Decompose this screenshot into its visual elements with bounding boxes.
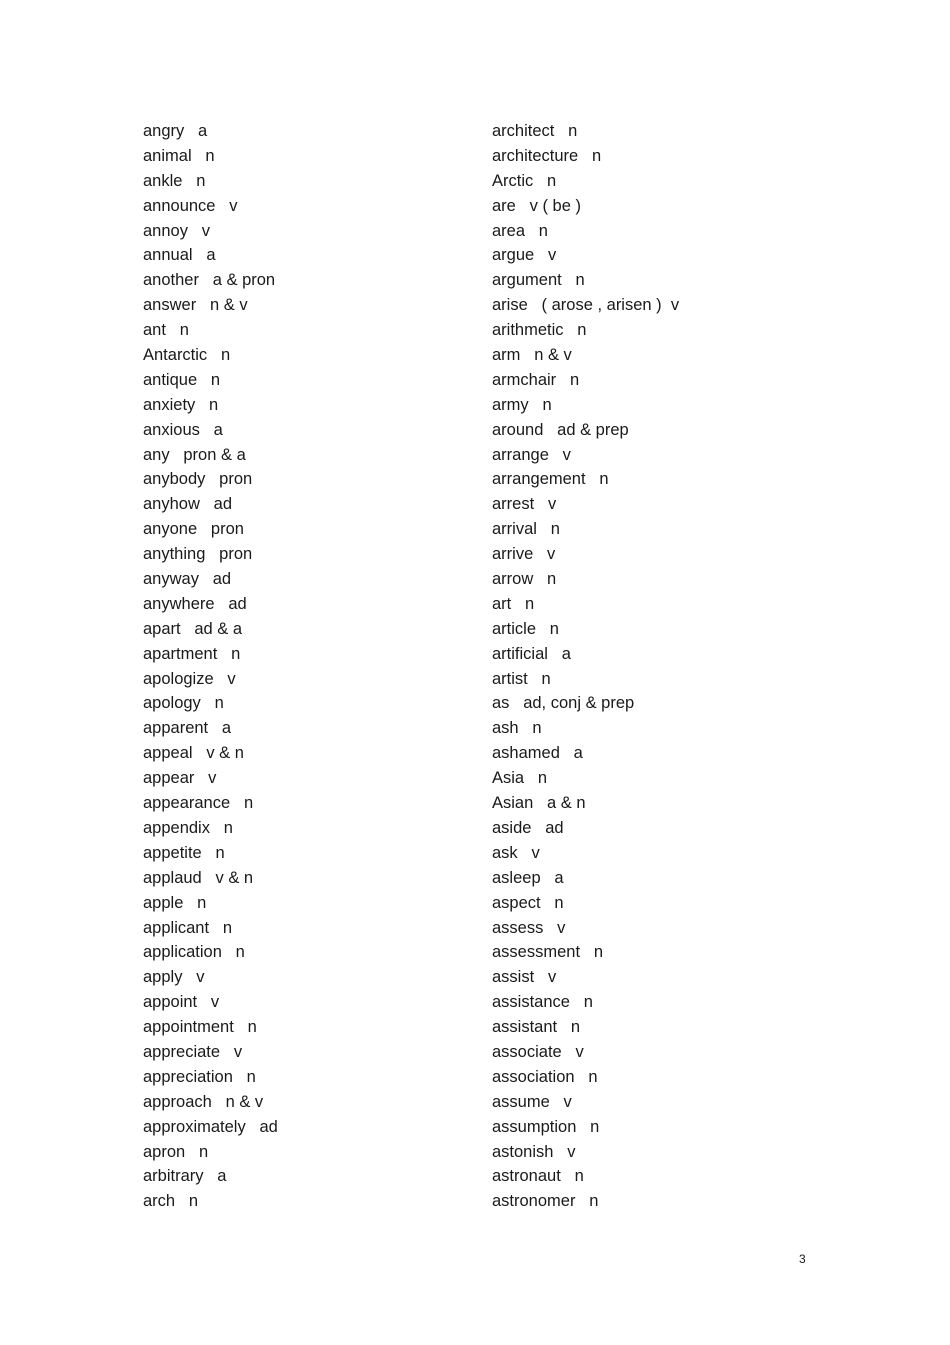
- entry-part-of-speech: ( arose , arisen ) v: [541, 296, 680, 315]
- entry-word: appreciate: [143, 1042, 221, 1061]
- entry-part-of-speech: ad: [228, 594, 247, 613]
- entry-word: article: [492, 619, 537, 638]
- entry-part-of-speech: n & v: [534, 346, 572, 365]
- entry-part-of-speech: n: [223, 818, 233, 837]
- word-entry: [143, 866, 278, 891]
- entry-part-of-speech: a: [217, 1167, 227, 1186]
- entry-part-of-speech: v: [547, 968, 557, 987]
- entry-part-of-speech: a: [198, 122, 208, 140]
- entry-word: arrival: [492, 520, 537, 539]
- entry-word: arithmetic: [492, 321, 564, 340]
- word-entry: [492, 243, 679, 268]
- entry-part-of-speech: v: [563, 1092, 572, 1111]
- entry-word: associate: [492, 1042, 562, 1061]
- entry-part-of-speech: n: [532, 719, 542, 738]
- entry-part-of-speech: v: [201, 221, 210, 240]
- entry-word: another: [143, 271, 199, 290]
- entry-word: apologize: [143, 669, 214, 688]
- word-entry: [143, 1040, 278, 1065]
- entry-part-of-speech: pron & a: [183, 445, 246, 464]
- word-entry: [492, 667, 679, 692]
- entry-part-of-speech: ad: [213, 495, 232, 514]
- entry-part-of-speech: n: [599, 470, 609, 489]
- entry-word: astronomer: [492, 1192, 576, 1211]
- word-entry: [143, 318, 278, 343]
- entry-word: aspect: [492, 893, 541, 912]
- word-entry: [492, 144, 679, 169]
- entry-word: apparent: [143, 719, 209, 738]
- entry-word: art: [492, 594, 512, 613]
- entry-part-of-speech: n: [538, 221, 548, 240]
- entry-part-of-speech: a & pron: [212, 271, 276, 290]
- word-entry: [492, 891, 679, 916]
- entry-word: association: [492, 1067, 575, 1086]
- word-entry: [492, 766, 679, 791]
- word-entry: [143, 368, 278, 393]
- entry-word: around: [492, 420, 544, 439]
- word-entry: [143, 1090, 278, 1115]
- entry-part-of-speech: n: [569, 370, 580, 389]
- word-entry: [492, 517, 679, 542]
- entry-part-of-speech: n: [547, 570, 557, 589]
- entry-part-of-speech: v: [562, 445, 571, 464]
- entry-word: assumption: [492, 1117, 577, 1136]
- entry-part-of-speech: a: [206, 246, 216, 265]
- entry-word: arrangement: [492, 470, 586, 489]
- entry-part-of-speech: n: [525, 594, 535, 613]
- entry-part-of-speech: v ( be ): [529, 196, 581, 215]
- entry-part-of-speech: v: [557, 918, 566, 937]
- entry-word: assistance: [492, 993, 570, 1012]
- entry-part-of-speech: a & n: [547, 794, 586, 813]
- word-entry: [492, 617, 679, 642]
- word-entry: [492, 443, 679, 468]
- entry-part-of-speech: n: [550, 520, 560, 539]
- word-entry: [492, 567, 679, 592]
- word-entry: [492, 1090, 679, 1115]
- entry-part-of-speech: ad, conj & prep: [523, 694, 635, 713]
- word-entry: [143, 268, 278, 293]
- word-entry: [143, 741, 278, 766]
- entry-word: anyhow: [143, 495, 200, 514]
- entry-word: applicant: [143, 918, 210, 937]
- entry-part-of-speech: pron: [210, 520, 244, 539]
- word-entry: [492, 119, 679, 144]
- entry-word: anxiety: [143, 395, 196, 414]
- entry-word: argue: [492, 246, 535, 265]
- word-entry: [492, 393, 679, 418]
- entry-part-of-speech: n: [198, 1142, 209, 1161]
- entry-part-of-speech: n: [568, 122, 578, 140]
- entry-part-of-speech: n: [590, 1117, 600, 1136]
- entry-word: announce: [143, 196, 216, 215]
- word-entry: [492, 1015, 679, 1040]
- entry-word: applaud: [143, 868, 202, 887]
- entry-word: are: [492, 196, 516, 215]
- entry-word: arbitrary: [143, 1167, 204, 1186]
- word-entry: [143, 467, 278, 492]
- word-entry: [492, 990, 679, 1015]
- entry-part-of-speech: v: [196, 968, 205, 987]
- entry-word: arch: [143, 1192, 176, 1211]
- entry-word: annual: [143, 246, 193, 265]
- entry-part-of-speech: n: [570, 1018, 581, 1037]
- entry-word: antique: [143, 370, 198, 389]
- entry-word: apron: [143, 1142, 186, 1161]
- entry-part-of-speech: v: [531, 843, 540, 862]
- word-entry: [143, 243, 278, 268]
- entry-part-of-speech: n: [589, 1192, 599, 1211]
- entry-part-of-speech: a: [221, 719, 232, 738]
- entry-part-of-speech: n: [574, 1167, 584, 1186]
- entry-part-of-speech: v: [233, 1042, 243, 1061]
- entry-part-of-speech: n: [215, 843, 225, 862]
- entry-word: assume: [492, 1092, 550, 1111]
- entry-part-of-speech: n: [210, 370, 221, 389]
- entry-part-of-speech: v: [210, 993, 220, 1012]
- word-entry: [143, 691, 278, 716]
- word-entry: [143, 144, 278, 169]
- entry-part-of-speech: ad: [259, 1117, 278, 1136]
- word-entry: [143, 1164, 278, 1189]
- entry-word: Asia: [492, 769, 525, 788]
- entry-part-of-speech: n: [541, 669, 551, 688]
- word-entry: [143, 1015, 278, 1040]
- entry-part-of-speech: v: [567, 1142, 576, 1161]
- entry-word: assessment: [492, 943, 581, 962]
- entry-part-of-speech: n: [549, 619, 559, 638]
- word-entry: [143, 169, 278, 194]
- entry-word: architect: [492, 122, 555, 140]
- word-entry: [492, 1065, 679, 1090]
- entry-part-of-speech: v: [547, 246, 557, 265]
- entry-part-of-speech: ad: [545, 818, 564, 837]
- entry-word: apply: [143, 968, 183, 987]
- word-entry: [143, 592, 278, 617]
- word-entry: [492, 691, 679, 716]
- word-entry: [143, 567, 278, 592]
- word-entry: [143, 916, 278, 941]
- entry-word: apartment: [143, 644, 218, 663]
- entry-word: argument: [492, 271, 562, 290]
- entry-part-of-speech: n: [214, 694, 224, 713]
- entry-part-of-speech: n: [243, 794, 254, 813]
- word-entry: [492, 1164, 679, 1189]
- entry-word: apart: [143, 619, 181, 638]
- word-entry: [492, 592, 679, 617]
- entry-part-of-speech: n: [547, 171, 557, 190]
- word-entry: [492, 418, 679, 443]
- entry-part-of-speech: a: [554, 868, 564, 887]
- entry-word: as: [492, 694, 510, 713]
- word-entry: [143, 517, 278, 542]
- word-entry: [492, 916, 679, 941]
- word-entry: [492, 467, 679, 492]
- word-entry: [492, 492, 679, 517]
- entry-word: appeal: [143, 744, 193, 763]
- entry-word: astronaut: [492, 1167, 561, 1186]
- word-entry: [492, 965, 679, 990]
- entry-part-of-speech: n: [220, 346, 231, 365]
- entry-word: artificial: [492, 644, 548, 663]
- word-entry: [143, 219, 278, 244]
- word-entry: [492, 268, 679, 293]
- entry-word: aside: [492, 818, 532, 837]
- entry-word: ashamed: [492, 744, 560, 763]
- word-entry: [492, 169, 679, 194]
- entry-word: anybody: [143, 470, 206, 489]
- entry-word: anyone: [143, 520, 198, 539]
- entry-part-of-speech: n: [222, 918, 233, 937]
- word-entry: [143, 617, 278, 642]
- word-entry: [492, 1115, 679, 1140]
- entry-word: approach: [143, 1092, 212, 1111]
- entry-part-of-speech: n: [196, 171, 206, 190]
- entry-part-of-speech: n & v: [209, 296, 248, 315]
- entry-part-of-speech: n: [209, 395, 219, 414]
- word-entry: [143, 492, 278, 517]
- word-entry: [492, 368, 679, 393]
- word-list-left-column: [143, 119, 278, 1214]
- word-entry: [143, 716, 278, 741]
- entry-word: angry: [143, 122, 185, 140]
- word-entry: [143, 791, 278, 816]
- entry-word: arm: [492, 346, 521, 365]
- entry-part-of-speech: n: [537, 769, 548, 788]
- word-entry: [143, 1065, 278, 1090]
- entry-word: appreciation: [143, 1067, 233, 1086]
- word-entry: [143, 642, 278, 667]
- entry-word: appointment: [143, 1018, 234, 1037]
- entry-part-of-speech: n: [197, 893, 207, 912]
- entry-word: arrest: [492, 495, 535, 514]
- entry-part-of-speech: v: [575, 1042, 584, 1061]
- word-entry: [143, 443, 278, 468]
- word-entry: [492, 1040, 679, 1065]
- word-entry: [143, 891, 278, 916]
- entry-word: appear: [143, 769, 195, 788]
- entry-word: any: [143, 445, 170, 464]
- entry-word: answer: [143, 296, 197, 315]
- entry-word: anyway: [143, 570, 199, 589]
- entry-part-of-speech: n: [577, 321, 587, 340]
- entry-part-of-speech: n: [575, 271, 585, 290]
- word-entry: [143, 766, 278, 791]
- word-entry: [143, 343, 278, 368]
- entry-part-of-speech: n: [542, 395, 552, 414]
- word-entry: [143, 293, 278, 318]
- entry-word: animal: [143, 146, 192, 165]
- entry-part-of-speech: n: [247, 1018, 257, 1037]
- entry-word: approximately: [143, 1117, 246, 1136]
- word-entry: [143, 965, 278, 990]
- entry-part-of-speech: n: [235, 943, 245, 962]
- entry-part-of-speech: v: [547, 495, 557, 514]
- word-entry: [143, 418, 278, 443]
- word-entry: [143, 393, 278, 418]
- entry-word: anywhere: [143, 594, 215, 613]
- entry-word: ankle: [143, 171, 183, 190]
- word-entry: [492, 940, 679, 965]
- word-entry: [492, 816, 679, 841]
- entry-part-of-speech: n: [593, 943, 603, 962]
- entry-part-of-speech: ad: [212, 570, 232, 589]
- word-entry: [492, 716, 679, 741]
- entry-part-of-speech: ad & a: [194, 619, 243, 638]
- entry-part-of-speech: v & n: [215, 868, 254, 887]
- entry-part-of-speech: pron: [219, 545, 253, 564]
- word-entry: [492, 866, 679, 891]
- word-entry: [143, 990, 278, 1015]
- entry-word: arrow: [492, 570, 534, 589]
- entry-part-of-speech: n: [588, 1067, 598, 1086]
- entry-word: area: [492, 221, 526, 240]
- word-entry: [492, 219, 679, 244]
- word-entry: [143, 1115, 278, 1140]
- word-list-right-column: [492, 119, 679, 1214]
- page-number: 3: [799, 1252, 806, 1266]
- entry-word: armchair: [492, 370, 557, 389]
- entry-word: assistant: [492, 1018, 558, 1037]
- entry-word: Asian: [492, 794, 534, 813]
- word-entry: [492, 841, 679, 866]
- word-entry: [143, 1140, 278, 1165]
- entry-word: Antarctic: [143, 346, 208, 365]
- entry-part-of-speech: n & v: [225, 1092, 264, 1111]
- entry-part-of-speech: v: [229, 196, 238, 215]
- entry-word: artist: [492, 669, 528, 688]
- entry-word: appendix: [143, 818, 210, 837]
- entry-part-of-speech: ad & prep: [557, 420, 629, 439]
- entry-word: arrange: [492, 445, 549, 464]
- word-entry: [492, 642, 679, 667]
- entry-part-of-speech: n: [554, 893, 564, 912]
- entry-word: appetite: [143, 843, 202, 862]
- word-entry: [143, 940, 278, 965]
- entry-word: army: [492, 395, 529, 414]
- entry-part-of-speech: v & n: [206, 744, 244, 763]
- word-entry: [492, 293, 679, 318]
- entry-word: assist: [492, 968, 535, 987]
- word-entry: [143, 542, 278, 567]
- entry-part-of-speech: a: [213, 420, 223, 439]
- word-entry: [143, 816, 278, 841]
- word-entry: [143, 194, 278, 219]
- entry-word: asleep: [492, 868, 541, 887]
- word-entry: [143, 1189, 278, 1214]
- entry-word: annoy: [143, 221, 188, 240]
- entry-word: appoint: [143, 993, 198, 1012]
- entry-word: ant: [143, 321, 166, 340]
- entry-word: ash: [492, 719, 519, 738]
- word-entry: [492, 194, 679, 219]
- entry-word: Arctic: [492, 171, 534, 190]
- word-entry: [492, 741, 679, 766]
- entry-word: architecture: [492, 146, 579, 165]
- word-entry: [492, 1189, 679, 1214]
- word-entry: [492, 791, 679, 816]
- word-entry: [492, 318, 679, 343]
- entry-part-of-speech: v: [208, 769, 217, 788]
- entry-word: apology: [143, 694, 201, 713]
- entry-word: application: [143, 943, 222, 962]
- entry-part-of-speech: pron: [219, 470, 253, 489]
- entry-part-of-speech: n: [205, 146, 215, 165]
- entry-word: anything: [143, 545, 206, 564]
- entry-word: ask: [492, 843, 518, 862]
- entry-part-of-speech: n: [591, 146, 602, 165]
- word-entry: [492, 343, 679, 368]
- entry-word: apple: [143, 893, 184, 912]
- entry-part-of-speech: v: [227, 669, 236, 688]
- entry-part-of-speech: n: [246, 1067, 256, 1086]
- entry-word: arrive: [492, 545, 534, 564]
- entry-word: astonish: [492, 1142, 554, 1161]
- entry-word: appearance: [143, 794, 231, 813]
- word-entry: [143, 841, 278, 866]
- entry-word: anxious: [143, 420, 200, 439]
- entry-part-of-speech: n: [231, 644, 241, 663]
- word-entry: [492, 1140, 679, 1165]
- entry-part-of-speech: n: [583, 993, 593, 1012]
- entry-word: arise: [492, 296, 528, 315]
- word-entry: [492, 542, 679, 567]
- entry-part-of-speech: v: [547, 545, 556, 564]
- word-entry: [143, 119, 278, 144]
- entry-part-of-speech: a: [573, 744, 583, 763]
- entry-part-of-speech: n: [188, 1192, 199, 1211]
- word-entry: [143, 667, 278, 692]
- entry-part-of-speech: n: [179, 321, 189, 340]
- entry-word: assess: [492, 918, 544, 937]
- entry-part-of-speech: a: [561, 644, 571, 663]
